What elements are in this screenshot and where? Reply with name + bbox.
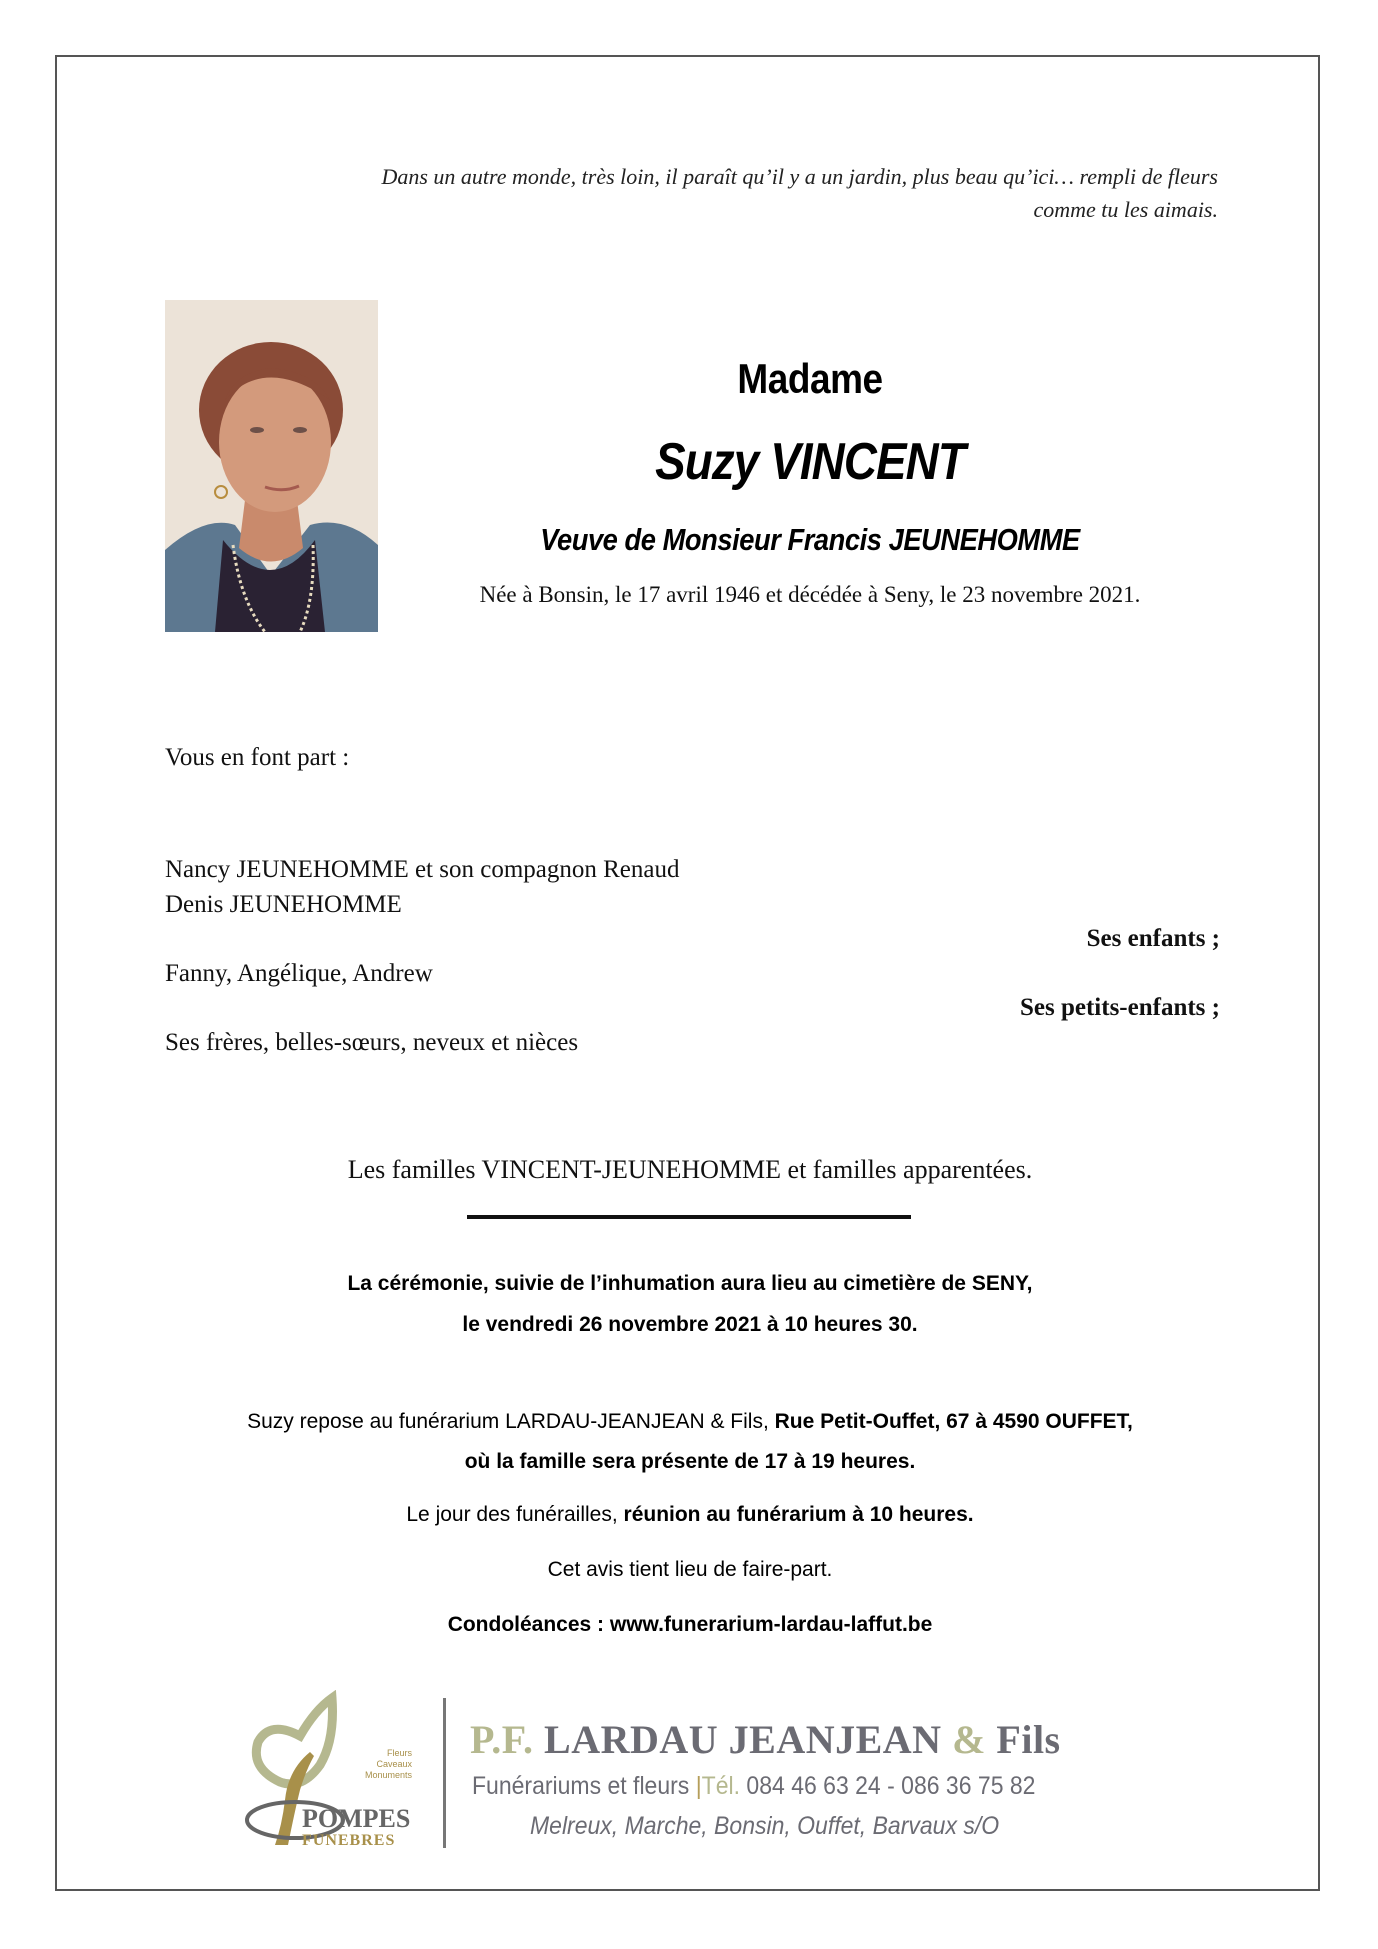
firm-ampersand: & [952, 1717, 986, 1762]
portrait-photo [165, 300, 378, 632]
leaf-logo-icon [240, 1690, 460, 1860]
ceremony-line-2: le vendredi 26 novembre 2021 à 10 heures 30. [462, 1313, 918, 1336]
firm-name: LARDAU JEANJEAN [544, 1717, 942, 1762]
firm-pf: P.F. [470, 1717, 534, 1762]
firm-subtitle: Funérariums et fleurs [472, 1772, 690, 1800]
visitation-address: Rue Petit-Ouffet, 67 à 4590 OUFFET, [774, 1410, 1133, 1433]
pompes-funebres-logo [240, 1690, 460, 1860]
portrait-illustration [165, 300, 378, 632]
firm-title [470, 1716, 1160, 1763]
funeral-day-meeting: réunion au funérarium à 10 heures. [623, 1503, 974, 1526]
birth-death-dates: Née à Bonsin, le 17 avril 1946 et décédée à Seny, le 23 novembre 2021. [479, 582, 1141, 607]
firm-contact [472, 1772, 1035, 1801]
visitation-hours: où la famille sera présente de 17 à 19 heures. [464, 1450, 916, 1473]
logo-separator [443, 1698, 446, 1848]
logo-small-caveaux: Caveaux [376, 1759, 412, 1769]
firm-locations: Melreux, Marche, Bonsin, Ouffet, Barvaux s/O [530, 1812, 1000, 1840]
firm-fils: Fils [996, 1717, 1061, 1762]
notice-line: Cet avis tient lieu de faire-part. [547, 1558, 833, 1581]
logo-word-pompes: POMPES [302, 1804, 411, 1833]
widow-of: Veuve de Monsieur Francis JEUNEHOMME [540, 522, 1080, 557]
visitation-line-1 [130, 1410, 1250, 1434]
deceased-title: Madame [737, 355, 883, 402]
visitation-prefix: Suzy repose au funérarium LARDAU-JEANJEAN & Fils, [247, 1410, 775, 1433]
funeral-day-prefix: Le jour des funérailles, [406, 1503, 624, 1526]
label-children: Ses enfants ; [1086, 925, 1220, 952]
families-line: Les familles VINCENT-JEUNEHOMME et familles apparentées. [347, 1155, 1033, 1184]
family-line-children-1: Nancy JEUNEHOMME et son compagnon Renaud [165, 856, 680, 883]
quote-line-1: Dans un autre monde, très loin, il paraît qu’il y a un jardin, plus beau qu’ici… rempli de fleurs [381, 164, 1218, 189]
ceremony-details [150, 1263, 1230, 1345]
quote-line-2: comme tu les aimais. [1033, 197, 1218, 222]
logo-small-fleurs: Fleurs [386, 1748, 412, 1758]
family-line-grandchildren: Fanny, Angélique, Andrew [165, 960, 433, 987]
divider-line [467, 1215, 911, 1219]
pipe-separator: | [695, 1772, 702, 1800]
announcement-intro: Vous en font part : [165, 744, 350, 771]
epigraph-quote [218, 160, 1218, 226]
firm-phones[interactable]: 084 46 63 24 - 086 36 75 82 [746, 1772, 1036, 1800]
label-grandchildren: Ses petits-enfants ; [1020, 994, 1220, 1021]
deceased-name: Suzy VINCENT [655, 433, 965, 491]
family-line-children-2: Denis JEUNEHOMME [165, 891, 402, 918]
logo-small-monuments: Monuments [364, 1770, 412, 1780]
funeral-day-line [130, 1503, 1250, 1527]
family-line-siblings: Ses frères, belles-sœurs, neveux et nièces [165, 1029, 579, 1056]
logo-word-funebres: FUNEBRES [302, 1832, 396, 1849]
condolences-link[interactable]: Condoléances : www.funerarium-lardau-laffut.be [447, 1613, 933, 1636]
tel-label: Tél. [701, 1772, 741, 1800]
ceremony-line-1: La cérémonie, suivie de l’inhumation aura lieu au cimetière de SENY, [347, 1272, 1033, 1295]
